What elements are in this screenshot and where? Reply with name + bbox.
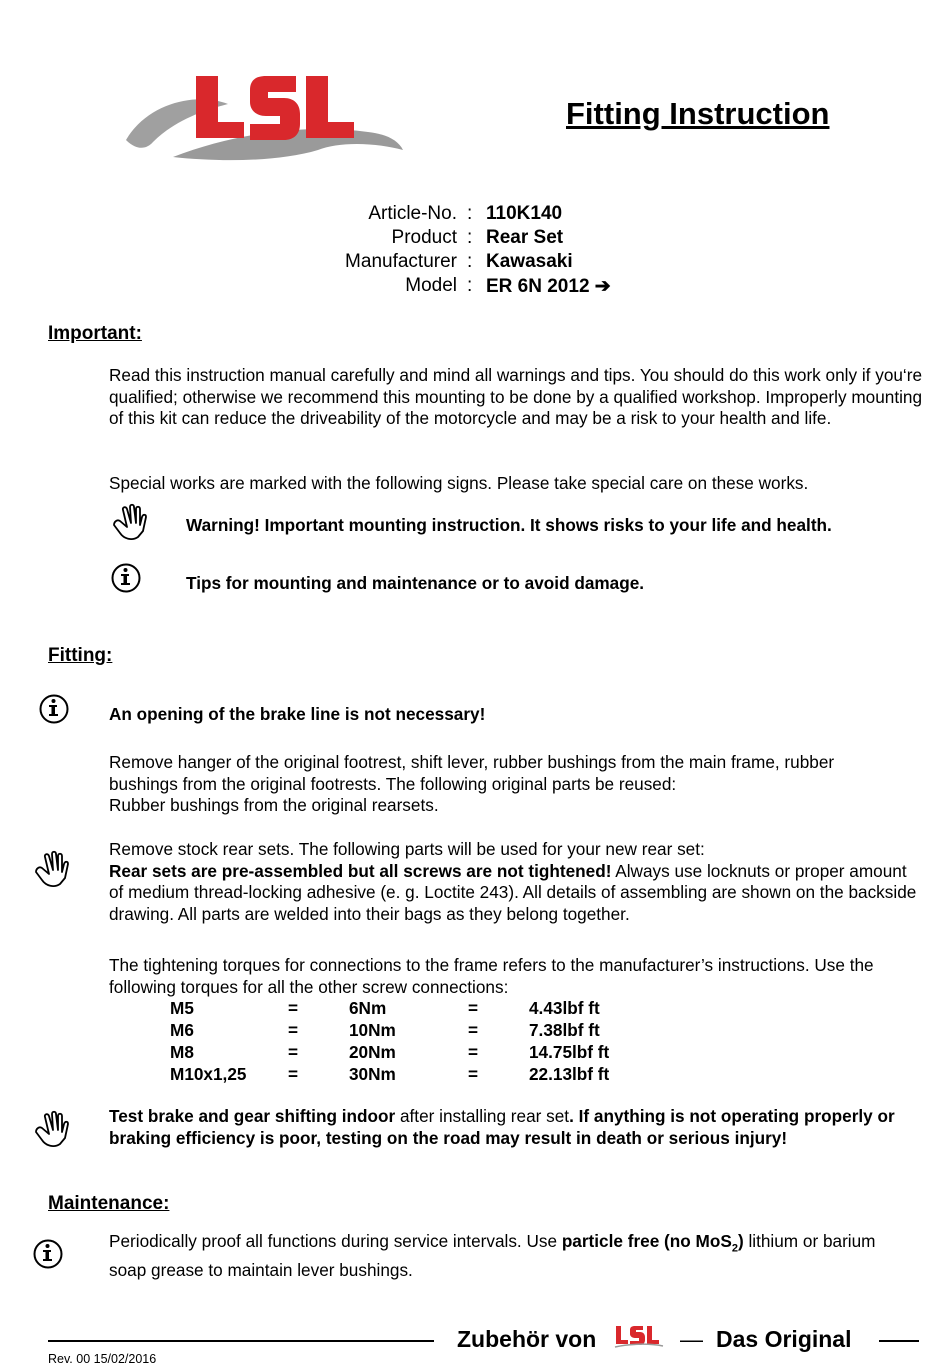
torque-equals: = (468, 1042, 479, 1062)
torque-equals: = (288, 1042, 299, 1062)
important-paragraph: Read this instruction manual carefully and mind all warnings and tips. You should do this work only if you‘re qualified; otherwise we recommend this mounting to be done by a qualified workshop. Improperly mounting of this kit can reduce the driveability of the motorcycle and may be a risk to your health and life. (109, 365, 923, 429)
torque-equals: = (468, 1064, 479, 1084)
meta-value: ER 6N 2012 ➔ (486, 276, 611, 297)
meta-row (0, 275, 950, 299)
torque-size: M8 (170, 1042, 194, 1062)
torque-nm: 10Nm (349, 1020, 396, 1040)
fitting-heading: Fitting: (48, 645, 113, 666)
remove-line: Rubber bushings from the original rearsets. (109, 795, 439, 816)
document-title: Fitting Instruction (566, 96, 830, 131)
warning-hand-icon (32, 850, 72, 890)
maintenance-bold: particle free (no MoS (561, 1231, 732, 1251)
test-normal: after installing rear set (395, 1106, 570, 1126)
remove-paragraph-2 (109, 839, 924, 925)
torque-size: M5 (170, 998, 194, 1018)
tips-text: Tips for mounting and maintenance or to avoid damage. (186, 573, 645, 593)
revision-label: Rev. 00 15/02/2016 (48, 1352, 157, 1366)
meta-label: Article-No. (368, 203, 457, 224)
torque-equals: = (288, 998, 299, 1018)
footer-lsl-logo (613, 1324, 665, 1348)
remove-intro: Remove stock rear sets. The following parts will be used for your new rear set: (109, 839, 705, 859)
torque-equals: = (288, 1020, 299, 1040)
maintenance-text (109, 1231, 909, 1282)
torque-lbf: 4.43lbf ft (529, 998, 600, 1018)
remove-paragraph-1 (109, 752, 924, 817)
test-bold: Test brake and gear shifting indoor (109, 1106, 396, 1126)
maintenance-heading: Maintenance: (48, 1193, 170, 1214)
footer-dash: — (680, 1326, 703, 1352)
torque-intro: The tightening torques for connections to the frame refers to the manufacturer’s instructions. Use the following torques for all the other screw connections: (109, 955, 874, 997)
important-heading: Important: (48, 323, 142, 344)
torque-equals: = (468, 998, 479, 1018)
signs-paragraph: Special works are marked with the following signs. Please take special care on these works. (109, 473, 809, 493)
meta-value: Kawasaki (486, 251, 573, 272)
warning-text: Warning! Important mounting instruction. It shows risks to your life and health. (186, 515, 832, 535)
meta-colon: : (467, 203, 473, 224)
torque-equals: = (288, 1064, 299, 1084)
footer-rule-right (879, 1340, 919, 1342)
meta-colon: : (467, 227, 473, 248)
meta-colon: : (467, 275, 473, 296)
meta-row (0, 203, 950, 227)
footer-zubehoer: Zubehör von (457, 1326, 597, 1352)
maintenance-sub: 2 (731, 1242, 738, 1255)
test-danger: . If anything is not operating properly or braking efficiency is poor, testing on the road may result in death or serious injury! (109, 1106, 895, 1148)
brake-line-note: An opening of the brake line is not necessary! (109, 704, 486, 724)
lsl-logo (118, 62, 408, 172)
torque-nm: 20Nm (349, 1042, 396, 1062)
maintenance-bold-end: ) (737, 1231, 744, 1251)
meta-label: Product (391, 227, 457, 248)
meta-row (0, 251, 950, 275)
torque-nm: 6Nm (349, 998, 387, 1018)
info-icon (110, 562, 142, 594)
meta-label: Model (405, 275, 457, 296)
meta-colon: : (467, 251, 473, 272)
maintenance-part: Periodically proof all functions during service intervals. Use (109, 1231, 562, 1251)
info-icon (32, 1238, 64, 1270)
torque-lbf: 22.13lbf ft (529, 1064, 610, 1084)
torque-equals: = (468, 1020, 479, 1040)
remove-line: bushings from the original footrests. The following original parts be reused: (109, 773, 677, 794)
footer-das-original: Das Original (716, 1326, 852, 1352)
meta-value: 110K140 (486, 203, 563, 224)
maintenance-part: lithium or barium soap grease to maintain lever bushings. (109, 1231, 876, 1281)
meta-value: Rear Set (486, 227, 564, 248)
meta-label: Manufacturer (345, 251, 457, 272)
torque-size: M6 (170, 1020, 194, 1040)
meta-row (0, 227, 950, 251)
torque-size: M10x1,25 (170, 1064, 247, 1084)
locknut-text: Always use locknuts or proper amount of medium thread-locking adhesive (e. g. Loctite 243). All details of assembling are shown on the backside drawing. All parts are welded into their bags as they belong together. (109, 860, 917, 924)
footer-rule-left (48, 1340, 434, 1342)
remove-line: Remove hanger of the original footrest, shift lever, rubber bushings from the main frame, rubber (109, 752, 835, 772)
preassembled-warning: Rear sets are pre-assembled but all screws are not tightened! (109, 860, 612, 881)
torque-lbf: 7.38lbf ft (529, 1020, 600, 1040)
test-warning (109, 1106, 909, 1149)
torque-lbf: 14.75lbf ft (529, 1042, 610, 1062)
warning-hand-icon (32, 1110, 72, 1150)
torque-nm: 30Nm (349, 1064, 396, 1084)
info-icon (38, 693, 70, 725)
warning-hand-icon (110, 503, 150, 543)
